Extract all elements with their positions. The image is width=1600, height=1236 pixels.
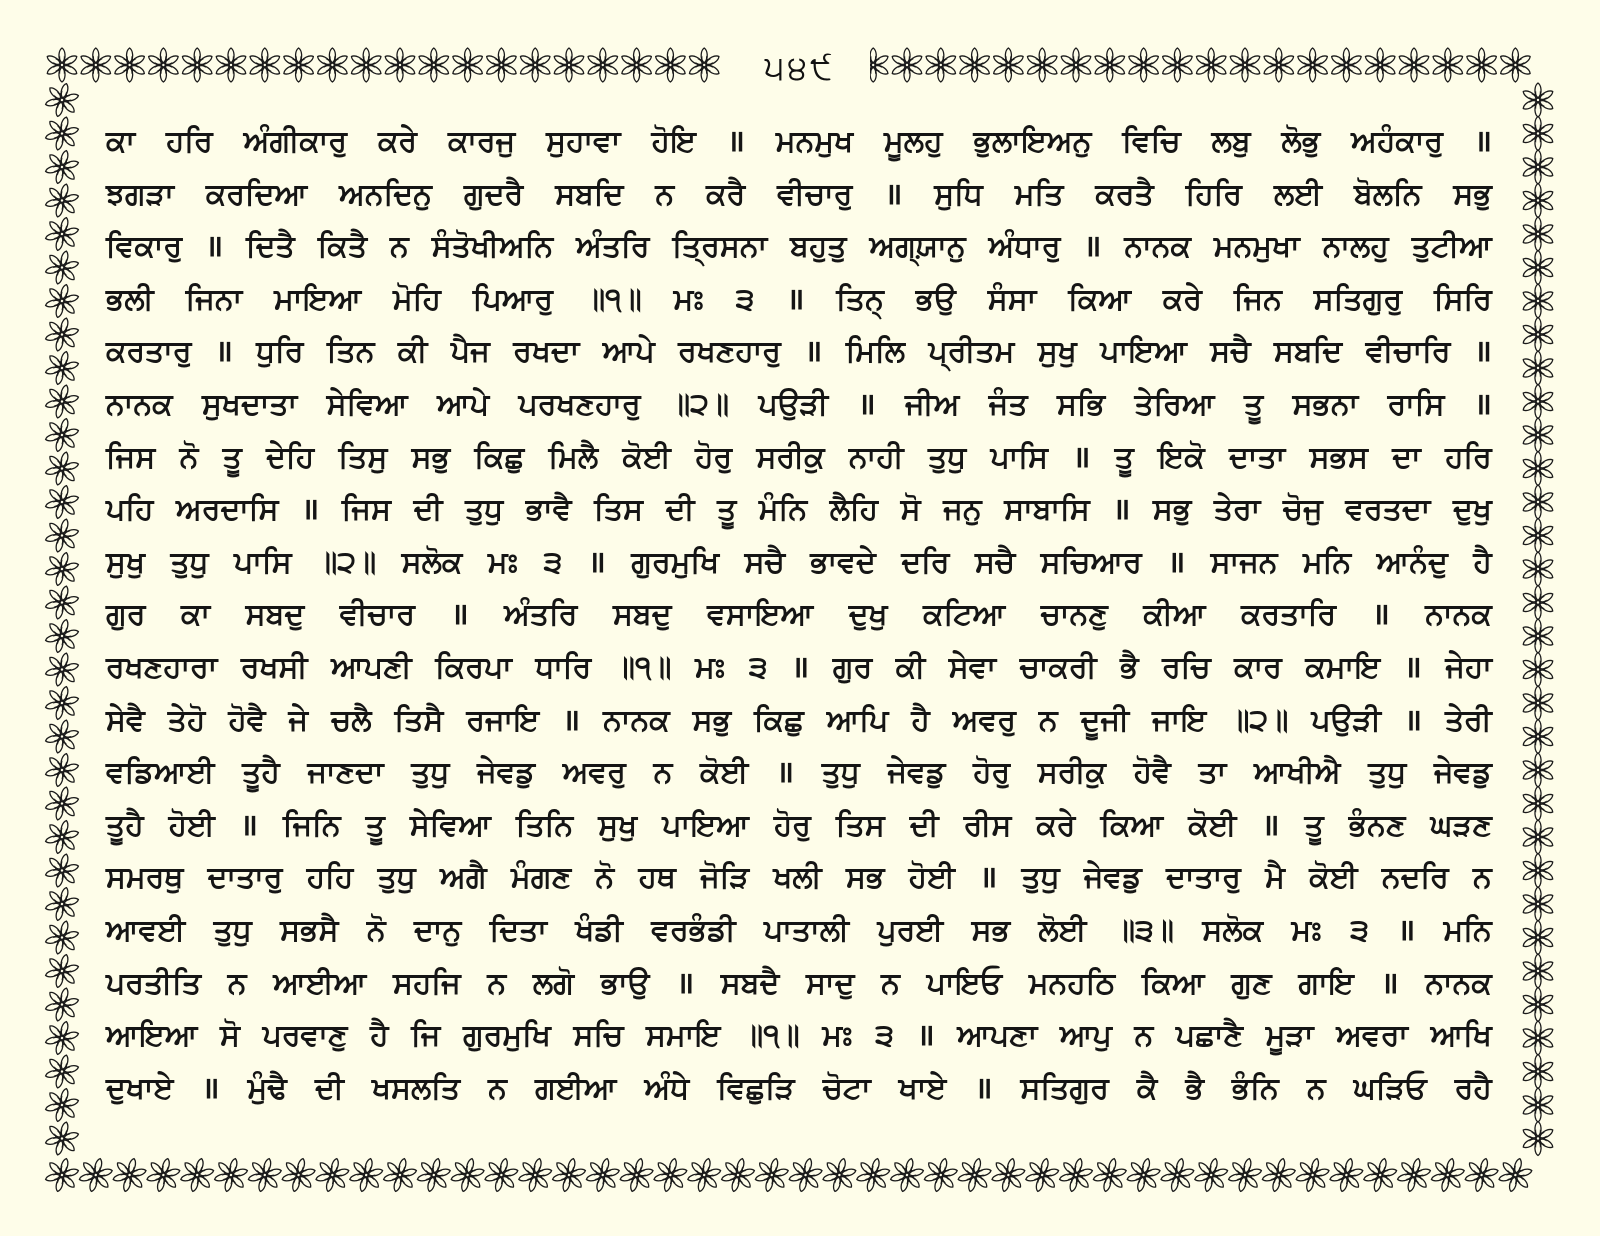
text-line: ਝਗੜਾ ਕਰਦਿਆ ਅਨਦਿਨੁ ਗੁਦਰੈ ਸਬਦਿ ਨ ਕਰੈ ਵੀਚਾਰੁ ॥ ਸੁਧਿ ਮਤਿ ਕਰਤੈ ਹਿਰਿ ਲਈ ਬੋਲਨਿ ਸਭੁ xyxy=(106,176,1492,212)
text-line: ਪਹਿ ਅਰਦਾਸਿ ॥ ਜਿਸ ਦੀ ਤੁਧੁ ਭਾਵੈ ਤਿਸ ਦੀ ਤੂ ਮੰਨਿ ਲੈਹਿ ਸੋ ਜਨੁ ਸਾਬਾਸਿ ॥ ਸਭੁ ਤੇਰਾ ਚੋਜੁ ਵਰਤਦਾ ਦੁਖੁ xyxy=(106,492,1492,528)
text-line: ਦੁਖਾਏ ॥ ਮੁੰਢੈ ਦੀ ਖਸਲਤਿ ਨ ਗਈਆ ਅੰਧੇ ਵਿਛੁੜਿ ਚੋਟਾ ਖਾਏ ॥ ਸਤਿਗੁਰ ਕੈ ਭੈ ਭੰਨਿ ਨ ਘੜਿਓ ਰਹੈ xyxy=(106,1070,1492,1106)
text-line: ਰਖਣਹਾਰਾ ਰਖਸੀ ਆਪਣੀ ਕਿਰਪਾ ਧਾਰਿ ॥੧॥ ਮਃ ੩ ॥ ਗੁਰ ਕੀ ਸੇਵਾ ਚਾਕਰੀ ਭੈ ਰਚਿ ਕਾਰ ਕਮਾਇ ॥ ਜੇਹਾ xyxy=(106,649,1492,685)
text-line: ਆਵਈ ਤੁਧੁ ਸਭਸੈ ਨੋ ਦਾਨੁ ਦਿਤਾ ਖੰਡੀ ਵਰਭੰਡੀ ਪਾਤਾਲੀ ਪੁਰਈ ਸਭ ਲੋਈ ॥੩॥ ਸਲੋਕ ਮਃ ੩ ॥ ਮਨਿ xyxy=(106,912,1492,948)
gurbani-text-block xyxy=(106,116,1492,1115)
text-line: ਆਇਆ ਸੋ ਪਰਵਾਣੁ ਹੈ ਜਿ ਗੁਰਮੁਖਿ ਸਚਿ ਸਮਾਇ ॥੧॥ ਮਃ ੩ ॥ ਆਪਣਾ ਆਪੁ ਨ ਪਛਾਣੈ ਮੂੜਾ ਅਵਰਾ ਆਖਿ xyxy=(106,1018,1492,1054)
text-line: ਵਿਕਾਰੁ ॥ ਦਿਤੈ ਕਿਤੈ ਨ ਸੰਤੋਖੀਅਨਿ ਅੰਤਰਿ ਤ੍ਰਿਸਨਾ ਬਹੁਤੁ ਅਗ੍ਯ਼ਾਨੁ ਅੰਧਾਰੁ ॥ ਨਾਨਕ ਮਨਮੁਖਾ ਨਾਲਹੁ ਤੁਟੀਆ xyxy=(106,229,1492,265)
text-line: ਕਾ ਹਰਿ ਅੰਗੀਕਾਰੁ ਕਰੇ ਕਾਰਜੁ ਸੁਹਾਵਾ ਹੋਇ ॥ ਮਨਮੁਖ ਮੂਲਹੁ ਭੁਲਾਇਅਨੁ ਵਿਚਿ ਲਬੁ ਲੋਭੁ ਅਹੰਕਾਰੁ ॥ xyxy=(106,124,1492,159)
text-line: ਸੇਵੈ ਤੇਹੋ ਹੋਵੈ ਜੇ ਚਲੈ ਤਿਸੈ ਰਜਾਇ ॥ ਨਾਨਕ ਸਭੁ ਕਿਛੁ ਆਪਿ ਹੈ ਅਵਰੁ ਨ ਦੂਜੀ ਜਾਇ ॥੨॥ ਪਉੜੀ ॥ ਤੇਰੀ xyxy=(106,702,1492,738)
text-line: ਸਮਰਥੁ ਦਾਤਾਰੁ ਹਹਿ ਤੁਧੁ ਅਗੈ ਮੰਗਣ ਨੋ ਹਥ ਜੋੜਿ ਖਲੀ ਸਭ ਹੋਈ ॥ ਤੁਧੁ ਜੇਵਡੁ ਦਾਤਾਰੁ ਮੈ ਕੋਈ ਨਦਰਿ ਨ xyxy=(106,860,1492,896)
text-line: ਜਿਸ ਨੋ ਤੂ ਦੇਹਿ ਤਿਸੁ ਸਭੁ ਕਿਛੁ ਮਿਲੈ ਕੋਈ ਹੋਰੁ ਸਰੀਕੁ ਨਾਹੀ ਤੁਧੁ ਪਾਸਿ ॥ ਤੂ ਇਕੋ ਦਾਤਾ ਸਭਸ ਦਾ ਹਰਿ xyxy=(106,439,1492,475)
text-line: ਭਲੀ ਜਿਨਾ ਮਾਇਆ ਮੋਹਿ ਪਿਆਰੁ ॥੧॥ ਮਃ ੩ ॥ ਤਿਨ੍ ਭਉ ਸੰਸਾ ਕਿਆ ਕਰੇ ਜਿਨ ਸਤਿਗੁਰੁ ਸਿਰਿ xyxy=(106,281,1492,317)
text-line: ਵਡਿਆਈ ਤੂਹੈ ਜਾਣਦਾ ਤੁਧੁ ਜੇਵਡੁ ਅਵਰੁ ਨ ਕੋਈ ॥ ਤੁਧੁ ਜੇਵਡੁ ਹੋਰੁ ਸਰੀਕੁ ਹੋਵੈ ਤਾ ਆਖੀਐ ਤੁਧੁ ਜੇਵਡੁ xyxy=(106,755,1492,791)
page-number: ੫੪੯ xyxy=(764,48,836,88)
text-line: ਕਰਤਾਰੁ ॥ ਧੁਰਿ ਤਿਨ ਕੀ ਪੈਜ ਰਖਦਾ ਆਪੇ ਰਖਣਹਾਰੁ ॥ ਮਿਲਿ ਪ੍ਰੀਤਮ ਸੁਖੁ ਪਾਇਆ ਸਚੈ ਸਬਦਿ ਵੀਚਾਰਿ ॥ xyxy=(106,334,1492,370)
text-line: ਗੁਰ ਕਾ ਸਬਦੁ ਵੀਚਾਰ ॥ ਅੰਤਰਿ ਸਬਦੁ ਵਸਾਇਆ ਦੁਖੁ ਕਟਿਆ ਚਾਨਣੁ ਕੀਆ ਕਰਤਾਰਿ ॥ ਨਾਨਕ xyxy=(106,597,1492,633)
text-line: ਨਾਨਕ ਸੁਖਦਾਤਾ ਸੇਵਿਆ ਆਪੇ ਪਰਖਣਹਾਰੁ ॥੨॥ ਪਉੜੀ ॥ ਜੀਅ ਜੰਤ ਸਭਿ ਤੇਰਿਆ ਤੂ ਸਭਨਾ ਰਾਸਿ ॥ xyxy=(106,386,1492,422)
page-number-box xyxy=(730,40,870,96)
text-line: ਸੁਖੁ ਤੁਧੁ ਪਾਸਿ ॥੨॥ ਸਲੋਕ ਮਃ ੩ ॥ ਗੁਰਮੁਖਿ ਸਚੈ ਭਾਵਦੇ ਦਰਿ ਸਚੈ ਸਚਿਆਰ ॥ ਸਾਜਨ ਮਨਿ ਆਨੰਦੁ ਹੈ xyxy=(106,544,1492,580)
text-line: ਪਰਤੀਤਿ ਨ ਆਈਆ ਸਹਜਿ ਨ ਲਗੋ ਭਾਉ ॥ ਸਬਦੈ ਸਾਦੁ ਨ ਪਾਇਓ ਮਨਹਠਿ ਕਿਆ ਗੁਣ ਗਾਇ ॥ ਨਾਨਕ xyxy=(106,965,1492,1001)
text-line: ਤੂਹੈ ਹੋਈ ॥ ਜਿਨਿ ਤੂ ਸੇਵਿਆ ਤਿਨਿ ਸੁਖੁ ਪਾਇਆ ਹੋਰੁ ਤਿਸ ਦੀ ਰੀਸ ਕਰੇ ਕਿਆ ਕੋਈ ॥ ਤੂ ਭੰਨਣ ਘੜਣ xyxy=(106,807,1492,843)
